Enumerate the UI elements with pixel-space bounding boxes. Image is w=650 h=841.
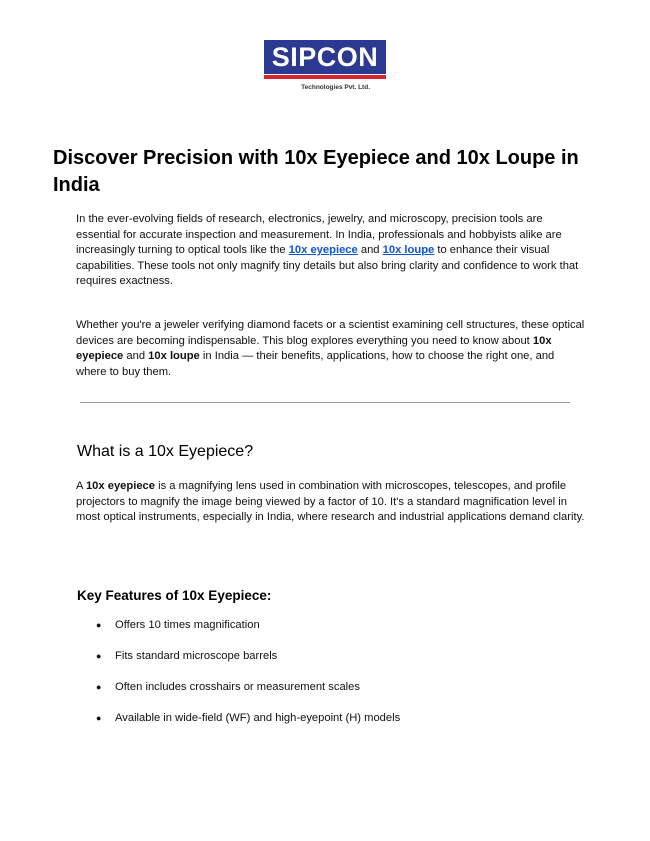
- bullet-icon: ●: [96, 713, 102, 723]
- intro-p2-bold-eyepiece: 10x eyepiece: [76, 334, 552, 363]
- logo-wordmark: SIPCON: [264, 40, 386, 74]
- feature-text: Offers 10 times magnification: [115, 619, 260, 631]
- intro-paragraph-1: [76, 212, 586, 290]
- intro-p1-text-and: and: [357, 244, 383, 257]
- intro-p2-text-and: and: [123, 350, 149, 363]
- intro-paragraph-2: [76, 318, 586, 380]
- section-heading-eyepiece: What is a 10x Eyepiece?: [77, 443, 254, 460]
- intro-p1-text-2: to enhance their visual capabilities. These tools not only magnify tiny details but also bring clarity and confidence to work that requires exactness.: [76, 244, 579, 288]
- feature-text: Available in wide-field (WF) and high-eyepoint (H) models: [115, 712, 401, 724]
- feature-text: Fits standard microscope barrels: [115, 650, 278, 662]
- features-list: [96, 618, 400, 742]
- list-item: [96, 680, 400, 711]
- eyepiece-desc-text-1: A: [76, 480, 86, 492]
- bullet-icon: ●: [96, 620, 102, 630]
- link-10x-loupe[interactable]: 10x loupe: [382, 244, 435, 257]
- horizontal-divider: [80, 402, 570, 403]
- intro-p2-text-2: in India — their benefits, applications, how to choose the right one, and where to buy them.: [76, 350, 555, 378]
- bullet-icon: ●: [96, 682, 102, 692]
- eyepiece-desc-bold: 10x eyepiece: [85, 480, 156, 492]
- intro-p2-bold-loupe: 10x loupe: [148, 350, 200, 363]
- eyepiece-desc-text-2: is a magnifying lens used in combination with microscopes, telescopes, and profile projectors to magnify the image being viewed by a factor of 10. It's a standard magnification level in most optical instruments, especially in India, where research and industrial applications demand clarity.: [76, 480, 585, 524]
- company-logo: [264, 40, 386, 91]
- list-item: [96, 618, 400, 649]
- features-heading: Key Features of 10x Eyepiece:: [77, 588, 272, 603]
- list-item: [96, 649, 400, 680]
- feature-text: Often includes crosshairs or measurement scales: [115, 681, 360, 693]
- logo-subtitle: Technologies Pvt. Ltd.: [301, 84, 370, 91]
- intro-p1-text-1: In the ever-evolving fields of research, electronics, jewelry, and microscopy, precision tools are essential for accurate inspection and measurement. In India, professionals and hobbyists alike are increasingly turning to optical tools like the: [76, 213, 562, 257]
- intro-p2-text-1: Whether you're a jeweler verifying diamond facets or a scientist examining cell structures, these optical devices are becoming indispensable. This blog explores everything you need to know about: [76, 319, 585, 347]
- link-10x-eyepiece[interactable]: 10x eyepiece: [288, 244, 358, 257]
- eyepiece-description: [76, 479, 586, 526]
- list-item: [96, 711, 400, 742]
- logo-underline: [264, 75, 386, 79]
- bullet-icon: ●: [96, 651, 102, 661]
- page-title: Discover Precision with 10x Eyepiece and 10x Loupe in India: [53, 147, 579, 196]
